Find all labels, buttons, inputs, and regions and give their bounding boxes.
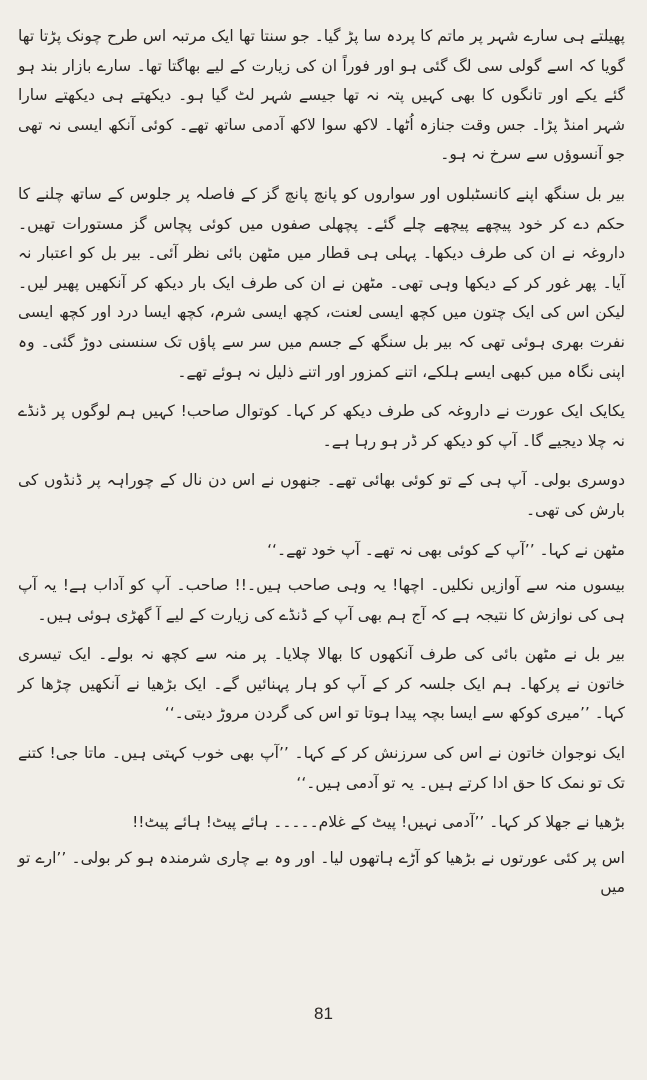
paragraph: بیر بل سنگھ اپنے کانسٹبلوں اور سواروں کو پانچ پانچ گز کے فاصلہ پر جلوس کے ساتھ چلنے کا حکم دے کر خود پیچھے پیچھے چلے گئے۔ پچھلی صفوں میں کوئی پچاس گز مستورات تھیں۔ داروغہ نے ان کی طرف دیکھا۔ پہلی ہی قطار میں مٹھن بائی نظر آئی۔ بیر بل کو اعتبار نہ آیا۔ پھر غور کر کے دیکھا وہی تھی۔ مٹھن نے ان کی طرف ایک بار دیکھ کر آنکھیں پھیر لیں۔ لیکن اس کی ایک چتون میں کچھ ایسی لعنت، کچھ ایسی شرم، کچھ ایسا درد اور کچھ ایسی نفرت بھری ہوئی تھی کہ بیر بل سنگھ کے جسم میں سر سے پاؤں تک سنسنی دوڑ گئی۔ وہ اپنی نگاہ میں کبھی ایسے ہلکے، اتنے کمزور اور اتنے ذلیل نہ ہوئے تھے۔ [18,184,625,381]
paragraph: یکایک ایک عورت نے داروغہ کی طرف دیکھ کر کہا۔ کوتوال صاحب! کہیں ہم لوگوں پر ڈنڈے نہ چلا دیجیے گا۔ آپ کو دیکھ کر ڈر ہو رہا ہے۔ [18,402,625,450]
paragraph: بیسوں منہ سے آوازیں نکلیں۔ اچھا! یہ وہی صاحب ہیں۔!! صاحب۔ آپ کو آداب ہے! یہ آپ ہی کی نوازش کا نتیجہ ہے کہ آج ہم بھی آپ کے ڈنڈے کی زیارت کے لیے آ گھڑی ہوئی ہیں۔ [18,576,625,624]
paragraph: ایک نوجوان خاتون نے اس کی سرزنش کر کے کہا۔ ’’آپ بھی خوب کہتی ہیں۔ ماتا جی! کتنے تک تو نمک کا حق ادا کرتے ہیں۔ یہ تو آدمی ہیں۔‘‘ [18,744,625,792]
paragraph: دوسری بولی۔ آپ ہی کے تو کوئی بھائی تھے۔ جنھوں نے اس دن نال کے چوراہہ پر ڈنڈوں کی بارش کی تھی۔ [18,471,625,519]
paragraph: بڑھیا نے جھلا کر کہا۔ ’’آدمی نہیں! پیٹ کے غلام۔۔۔۔۔ ہائے پیٹ! ہائے پیٹ!! [132,813,625,832]
page-number: 81 [314,1004,333,1023]
paragraph: پھیلتے ہی سارے شہر پر ماتم کا پردہ سا پڑ گیا۔ جو سنتا تھا ایک مرتبہ اس طرح چونک پڑتا تھا گویا کہ اسے گولی سی لگ گئی ہو اور فوراً ان کی زیارت کے لیے بھاگتا تھا۔ سارے بازار بند ہو گئے یکے اور تانگوں کا بھی کہیں پتہ نہ تھا جیسے شہر لٹ گیا ہو۔ دیکھتے ہی دیکھتے سارا شہر امنڈ پڑا۔ جس وقت جنازہ اُٹھا۔ لاکھ سوا لاکھ آدمی ساتھ تھے۔ کوئی آنکھ ایسی نہ تھی جو آنسوؤں سے سرخ نہ ہو۔ [18,27,625,164]
paragraph: مٹھن نے کہا۔ ’’آپ کے کوئی بھی نہ تھے۔ آپ خود تھے۔‘‘ [267,540,625,559]
body-text [18,22,625,913]
paragraph: اس پر کئی عورتوں نے بڑھیا کو آڑے ہاتھوں لیا۔ اور وہ بے چاری شرمندہ ہو کر بولی۔ ’’ارے تو میں [18,848,625,897]
paragraph: بیر بل نے مٹھن بائی کی طرف آنکھوں کا بھالا چلایا۔ پر منہ سے کچھ نہ بولے۔ ایک تیسری خاتون نے پرکھا۔ ہم ایک جلسہ کر کے آپ کو ہار پہنائیں گے۔ ایک بڑھیا نے آنکھیں چڑھا کر کہا۔ ’’میری کوکھ سے ایسا بچہ پیدا ہوتا تو اس کی گردن مروڑ دیتی۔‘‘ [18,645,625,723]
